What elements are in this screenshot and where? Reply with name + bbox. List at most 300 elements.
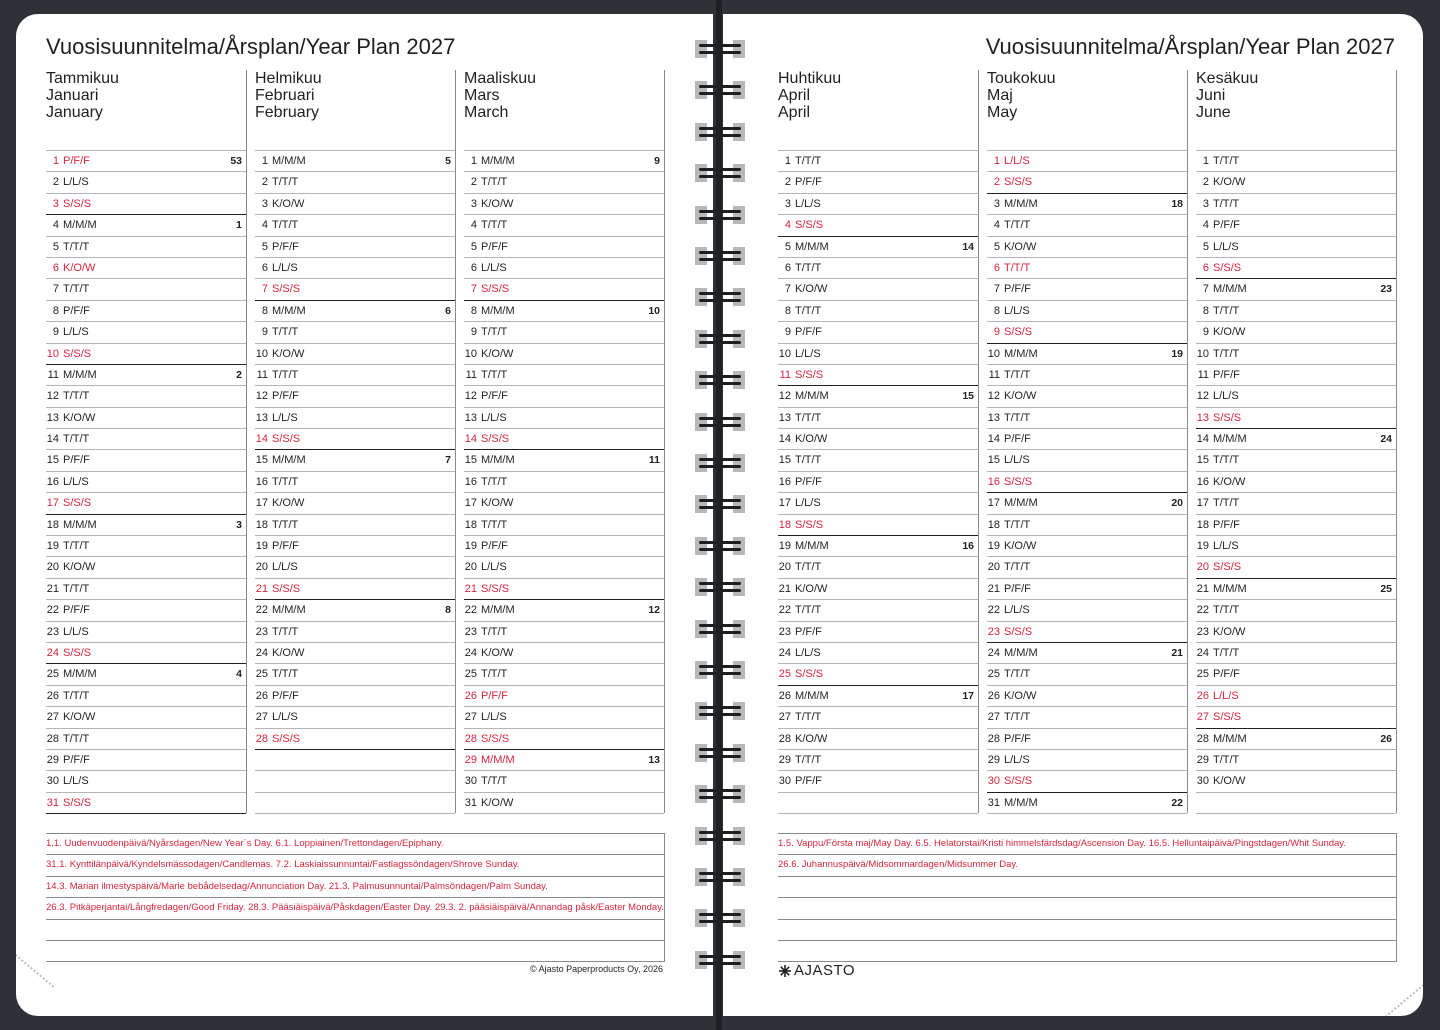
day-row[interactable] xyxy=(464,151,664,172)
day-row[interactable] xyxy=(464,729,664,750)
day-row[interactable] xyxy=(464,322,664,343)
day-row[interactable] xyxy=(987,557,1187,578)
day-number: 26 xyxy=(464,689,477,702)
day-row[interactable] xyxy=(255,279,455,300)
weekday-abbrev: L/L/S xyxy=(272,261,298,274)
day-row[interactable] xyxy=(464,386,664,407)
day-row[interactable] xyxy=(1196,386,1396,407)
day-row[interactable] xyxy=(987,279,1187,300)
day-row[interactable] xyxy=(778,365,978,386)
day-row[interactable] xyxy=(464,515,664,536)
day-row[interactable] xyxy=(778,686,978,707)
day-row[interactable] xyxy=(46,450,246,471)
day-row[interactable] xyxy=(1196,194,1396,215)
day-row[interactable] xyxy=(987,386,1187,407)
day-number: 20 xyxy=(46,561,59,574)
weekday-abbrev: T/T/T xyxy=(1004,219,1031,232)
day-row[interactable] xyxy=(255,172,455,193)
holiday-note-line xyxy=(46,941,664,962)
day-number: 19 xyxy=(1196,540,1209,553)
day-row[interactable] xyxy=(1196,686,1396,707)
day-row[interactable] xyxy=(987,515,1187,536)
day-row[interactable] xyxy=(46,408,246,429)
day-row[interactable] xyxy=(464,472,664,493)
weekday-abbrev: M/M/M xyxy=(63,368,97,381)
weekday-abbrev: P/F/F xyxy=(1213,518,1240,531)
month-name xyxy=(1196,70,1396,150)
day-row[interactable] xyxy=(255,472,455,493)
day-row[interactable] xyxy=(778,729,978,750)
day-row[interactable] xyxy=(778,600,978,621)
day-row[interactable] xyxy=(987,536,1187,557)
day-number: 24 xyxy=(778,646,791,659)
day-row[interactable] xyxy=(778,664,978,685)
month-name-line: Kesäkuu xyxy=(1196,70,1259,87)
weekday-abbrev: T/T/T xyxy=(481,475,508,488)
day-number: 23 xyxy=(987,625,1000,638)
day-row[interactable] xyxy=(464,279,664,300)
week-number: 21 xyxy=(1171,646,1183,659)
day-number: 1 xyxy=(52,155,59,167)
day-row[interactable] xyxy=(255,322,455,343)
spiral-ring-icon xyxy=(695,288,745,306)
day-row[interactable] xyxy=(255,707,455,728)
day-number: 25 xyxy=(46,668,59,681)
day-row[interactable] xyxy=(778,750,978,771)
day-number: 12 xyxy=(255,390,268,403)
day-row[interactable] xyxy=(255,344,455,365)
day-row[interactable] xyxy=(1196,707,1396,728)
day-number: 28 xyxy=(1196,732,1209,745)
day-row[interactable] xyxy=(778,579,978,600)
month-name-line: May xyxy=(987,104,1018,121)
day-row[interactable] xyxy=(778,493,978,514)
day-number: 14 xyxy=(1196,433,1209,446)
day-row[interactable] xyxy=(46,194,246,215)
day-row[interactable] xyxy=(987,258,1187,279)
weekday-abbrev: T/T/T xyxy=(1004,561,1031,574)
day-row[interactable] xyxy=(778,472,978,493)
day-row[interactable] xyxy=(464,686,664,707)
day-row[interactable] xyxy=(46,429,246,450)
day-row[interactable] xyxy=(46,643,246,664)
day-row[interactable] xyxy=(255,386,455,407)
ajasto-logo-icon xyxy=(778,964,792,978)
day-row[interactable] xyxy=(1196,301,1396,322)
day-number: 25 xyxy=(255,668,268,681)
day-row[interactable] xyxy=(1196,664,1396,685)
weekday-abbrev: M/M/M xyxy=(481,454,515,467)
day-number: 30 xyxy=(46,775,59,788)
weekday-abbrev: M/M/M xyxy=(795,689,829,702)
day-row[interactable] xyxy=(464,365,664,386)
day-row[interactable] xyxy=(987,429,1187,450)
day-row[interactable] xyxy=(778,151,978,172)
day-number: 11 xyxy=(1197,368,1209,381)
day-row[interactable] xyxy=(46,258,246,279)
spiral-ring-icon xyxy=(695,744,745,762)
day-row[interactable] xyxy=(987,172,1187,193)
day-row[interactable] xyxy=(464,622,664,643)
day-row[interactable] xyxy=(987,408,1187,429)
weekday-abbrev: S/S/S xyxy=(1004,475,1033,488)
day-number: 4 xyxy=(52,219,59,232)
day-row[interactable] xyxy=(255,557,455,578)
day-row[interactable] xyxy=(464,493,664,514)
day-number: 4 xyxy=(261,219,268,232)
day-row[interactable] xyxy=(464,771,664,792)
day-number: 30 xyxy=(778,775,791,788)
day-row[interactable] xyxy=(987,215,1187,236)
day-row[interactable] xyxy=(255,215,455,236)
day-number: 15 xyxy=(46,454,59,467)
day-number: 1 xyxy=(784,155,791,167)
day-row[interactable] xyxy=(464,258,664,279)
day-row[interactable] xyxy=(464,194,664,215)
day-row[interactable] xyxy=(778,301,978,322)
weekday-abbrev: S/S/S xyxy=(63,497,92,510)
day-row[interactable] xyxy=(464,344,664,365)
day-number: 3 xyxy=(993,197,1000,210)
day-row[interactable] xyxy=(1196,215,1396,236)
day-row[interactable] xyxy=(987,579,1187,600)
day-row[interactable] xyxy=(46,151,246,172)
weekday-abbrev: S/S/S xyxy=(1213,411,1242,424)
day-row[interactable] xyxy=(987,729,1187,750)
day-number: 9 xyxy=(261,326,268,339)
day-row[interactable] xyxy=(46,279,246,300)
day-row[interactable] xyxy=(778,429,978,450)
month-name xyxy=(46,70,246,150)
day-row[interactable] xyxy=(987,151,1187,172)
day-row[interactable] xyxy=(46,515,246,536)
month-column xyxy=(46,70,247,813)
day-row[interactable] xyxy=(255,600,455,621)
day-row[interactable] xyxy=(1196,600,1396,621)
day-row[interactable] xyxy=(464,237,664,258)
weekday-abbrev: L/L/S xyxy=(272,561,298,574)
day-row[interactable] xyxy=(255,493,455,514)
day-row[interactable] xyxy=(46,707,246,728)
day-row[interactable] xyxy=(778,322,978,343)
day-row[interactable] xyxy=(46,472,246,493)
month-name-line: Tammikuu xyxy=(46,70,119,87)
day-number: 7 xyxy=(784,283,791,296)
day-row[interactable] xyxy=(987,793,1187,814)
weekday-abbrev: T/T/T xyxy=(481,518,508,531)
day-row[interactable] xyxy=(46,365,246,386)
spiral-ring-icon xyxy=(695,247,745,265)
weekday-abbrev: S/S/S xyxy=(1213,261,1242,274)
weekday-abbrev: T/T/T xyxy=(1004,368,1031,381)
day-row[interactable] xyxy=(778,258,978,279)
weekday-abbrev: S/S/S xyxy=(272,433,301,446)
weekday-abbrev: T/T/T xyxy=(1213,347,1240,360)
day-row[interactable] xyxy=(778,237,978,258)
day-row[interactable] xyxy=(778,386,978,407)
day-row[interactable] xyxy=(46,237,246,258)
day-row[interactable] xyxy=(464,450,664,471)
day-number: 16 xyxy=(778,475,791,488)
day-row[interactable] xyxy=(778,643,978,664)
day-row[interactable] xyxy=(46,344,246,365)
day-number: 16 xyxy=(987,475,1000,488)
day-row[interactable] xyxy=(255,729,455,750)
weekday-abbrev: L/L/S xyxy=(63,775,89,788)
day-number: 24 xyxy=(1196,646,1209,659)
day-row[interactable] xyxy=(1196,237,1396,258)
day-row[interactable] xyxy=(255,515,455,536)
weekday-abbrev: S/S/S xyxy=(795,518,824,531)
day-number: 6 xyxy=(470,261,477,274)
weekday-abbrev: L/L/S xyxy=(481,561,507,574)
day-number: 28 xyxy=(46,732,59,745)
weekday-abbrev: S/S/S xyxy=(481,283,510,296)
day-number: 16 xyxy=(255,475,268,488)
spiral-ring-icon xyxy=(695,785,745,803)
day-row[interactable] xyxy=(255,301,455,322)
day-row[interactable] xyxy=(1196,172,1396,193)
weekday-abbrev: T/T/T xyxy=(272,475,299,488)
day-row[interactable] xyxy=(255,664,455,685)
day-row[interactable] xyxy=(778,515,978,536)
day-row[interactable] xyxy=(255,579,455,600)
day-number: 23 xyxy=(46,625,59,638)
weekday-abbrev: M/M/M xyxy=(1213,283,1247,296)
day-number: 3 xyxy=(470,197,477,210)
day-row[interactable] xyxy=(46,301,246,322)
day-row[interactable] xyxy=(255,151,455,172)
weekday-abbrev: T/T/T xyxy=(795,155,822,167)
day-row[interactable] xyxy=(1196,258,1396,279)
day-row[interactable] xyxy=(255,643,455,664)
day-row[interactable] xyxy=(778,450,978,471)
day-number: 21 xyxy=(1196,582,1209,595)
day-row[interactable] xyxy=(255,622,455,643)
day-number: 4 xyxy=(470,219,477,232)
day-number: 8 xyxy=(52,304,59,317)
weekday-abbrev: T/T/T xyxy=(1213,646,1240,659)
day-row[interactable] xyxy=(778,707,978,728)
weekday-abbrev: M/M/M xyxy=(481,155,515,167)
day-number: 13 xyxy=(46,411,59,424)
weekday-abbrev: L/L/S xyxy=(481,711,507,724)
day-row[interactable] xyxy=(464,750,664,771)
day-row[interactable] xyxy=(778,557,978,578)
day-row[interactable] xyxy=(46,579,246,600)
weekday-abbrev: T/T/T xyxy=(1213,304,1240,317)
month-name-line: Juni xyxy=(1196,87,1226,104)
day-row[interactable] xyxy=(464,707,664,728)
day-number: 25 xyxy=(987,668,1000,681)
day-row[interactable] xyxy=(1196,344,1396,365)
weekday-abbrev: T/T/T xyxy=(1004,668,1031,681)
day-row[interactable] xyxy=(464,579,664,600)
day-row[interactable] xyxy=(987,493,1187,514)
day-row[interactable] xyxy=(1196,365,1396,386)
day-number: 19 xyxy=(778,540,791,553)
day-row[interactable] xyxy=(46,493,246,514)
day-row[interactable] xyxy=(778,771,978,792)
empty-day-row xyxy=(1196,793,1396,814)
day-row[interactable] xyxy=(464,172,664,193)
day-row[interactable] xyxy=(255,450,455,471)
day-row[interactable] xyxy=(1196,729,1396,750)
day-number: 15 xyxy=(255,454,268,467)
day-row[interactable] xyxy=(987,450,1187,471)
weekday-abbrev: S/S/S xyxy=(795,368,824,381)
day-row[interactable] xyxy=(778,536,978,557)
day-row[interactable] xyxy=(464,557,664,578)
day-row[interactable] xyxy=(1196,750,1396,771)
day-row[interactable] xyxy=(987,237,1187,258)
weekday-abbrev: M/M/M xyxy=(63,668,97,681)
day-row[interactable] xyxy=(1196,151,1396,172)
weekday-abbrev: K/O/W xyxy=(481,646,514,659)
day-row[interactable] xyxy=(1196,279,1396,300)
day-row[interactable] xyxy=(778,408,978,429)
day-row[interactable] xyxy=(464,301,664,322)
day-row[interactable] xyxy=(1196,450,1396,471)
weekday-abbrev: T/T/T xyxy=(481,368,508,381)
spiral-ring-icon xyxy=(695,827,745,845)
day-number: 22 xyxy=(464,604,477,617)
day-row[interactable] xyxy=(987,707,1187,728)
day-row[interactable] xyxy=(1196,408,1396,429)
day-number: 2 xyxy=(1202,176,1209,189)
day-row[interactable] xyxy=(987,643,1187,664)
day-row[interactable] xyxy=(464,429,664,450)
day-row[interactable] xyxy=(255,194,455,215)
day-number: 4 xyxy=(784,219,791,232)
day-row[interactable] xyxy=(46,771,246,792)
week-number: 26 xyxy=(1380,732,1392,745)
day-row[interactable] xyxy=(1196,536,1396,557)
day-row[interactable] xyxy=(987,194,1187,215)
spiral-ring-icon xyxy=(695,81,745,99)
day-number: 21 xyxy=(987,582,1000,595)
day-row[interactable] xyxy=(46,600,246,621)
day-row[interactable] xyxy=(1196,493,1396,514)
day-row[interactable] xyxy=(1196,322,1396,343)
day-row[interactable] xyxy=(464,600,664,621)
day-row[interactable] xyxy=(46,557,246,578)
day-row[interactable] xyxy=(987,664,1187,685)
weekday-abbrev: T/T/T xyxy=(1213,155,1240,167)
day-row[interactable] xyxy=(987,600,1187,621)
day-row[interactable] xyxy=(1196,622,1396,643)
day-row[interactable] xyxy=(255,365,455,386)
weekday-abbrev: K/O/W xyxy=(481,497,514,510)
day-row[interactable] xyxy=(464,408,664,429)
day-number: 6 xyxy=(261,261,268,274)
day-row[interactable] xyxy=(255,258,455,279)
weekday-abbrev: P/F/F xyxy=(272,689,299,702)
day-number: 9 xyxy=(993,326,1000,339)
day-row[interactable] xyxy=(464,643,664,664)
day-row[interactable] xyxy=(46,322,246,343)
day-row[interactable] xyxy=(987,622,1187,643)
day-number: 10 xyxy=(987,347,1000,360)
day-row[interactable] xyxy=(464,536,664,557)
week-number: 11 xyxy=(648,454,660,467)
day-row[interactable] xyxy=(46,664,246,685)
day-row[interactable] xyxy=(987,301,1187,322)
day-list xyxy=(255,150,455,814)
day-row[interactable] xyxy=(46,793,246,814)
day-row[interactable] xyxy=(255,686,455,707)
day-number: 29 xyxy=(778,753,791,766)
day-row[interactable] xyxy=(255,536,455,557)
day-row[interactable] xyxy=(255,408,455,429)
day-row[interactable] xyxy=(46,686,246,707)
day-row[interactable] xyxy=(46,215,246,236)
day-row[interactable] xyxy=(778,194,978,215)
week-number: 20 xyxy=(1171,497,1183,510)
day-row[interactable] xyxy=(987,750,1187,771)
day-row[interactable] xyxy=(778,344,978,365)
day-row[interactable] xyxy=(987,322,1187,343)
day-number: 29 xyxy=(46,753,59,766)
weekday-abbrev: P/F/F xyxy=(63,304,90,317)
day-row[interactable] xyxy=(46,536,246,557)
day-row[interactable] xyxy=(778,279,978,300)
day-row[interactable] xyxy=(1196,515,1396,536)
day-row[interactable] xyxy=(1196,771,1396,792)
weekday-abbrev: T/T/T xyxy=(63,240,90,253)
day-row[interactable] xyxy=(1196,429,1396,450)
day-row[interactable] xyxy=(987,686,1187,707)
day-row[interactable] xyxy=(987,472,1187,493)
day-row[interactable] xyxy=(46,750,246,771)
spiral-ring-icon xyxy=(695,454,745,472)
weekday-abbrev: L/L/S xyxy=(1004,155,1030,167)
month-name-line: February xyxy=(255,104,320,121)
weekday-abbrev: S/S/S xyxy=(63,796,92,809)
day-row[interactable] xyxy=(1196,472,1396,493)
day-row[interactable] xyxy=(778,172,978,193)
day-number: 16 xyxy=(464,475,477,488)
weekday-abbrev: T/T/T xyxy=(795,304,822,317)
day-row[interactable] xyxy=(464,664,664,685)
day-row[interactable] xyxy=(987,365,1187,386)
day-number: 26 xyxy=(255,689,268,702)
weekday-abbrev: M/M/M xyxy=(272,155,306,167)
day-row[interactable] xyxy=(46,729,246,750)
day-row[interactable] xyxy=(987,771,1187,792)
day-number: 20 xyxy=(778,561,791,574)
weekday-abbrev: K/O/W xyxy=(63,711,96,724)
day-number: 23 xyxy=(464,625,477,638)
day-row[interactable] xyxy=(1196,579,1396,600)
day-row[interactable] xyxy=(46,172,246,193)
day-number: 10 xyxy=(255,347,268,360)
weekday-abbrev: T/T/T xyxy=(795,604,822,617)
day-row[interactable] xyxy=(255,237,455,258)
day-number: 21 xyxy=(778,582,791,595)
day-row[interactable] xyxy=(46,386,246,407)
day-row[interactable] xyxy=(1196,557,1396,578)
day-row[interactable] xyxy=(255,429,455,450)
day-row[interactable] xyxy=(464,793,664,814)
day-number: 24 xyxy=(46,646,59,659)
day-row[interactable] xyxy=(778,622,978,643)
day-row[interactable] xyxy=(778,215,978,236)
day-row[interactable] xyxy=(1196,643,1396,664)
day-row[interactable] xyxy=(464,215,664,236)
day-row[interactable] xyxy=(987,344,1187,365)
day-row[interactable] xyxy=(46,622,246,643)
